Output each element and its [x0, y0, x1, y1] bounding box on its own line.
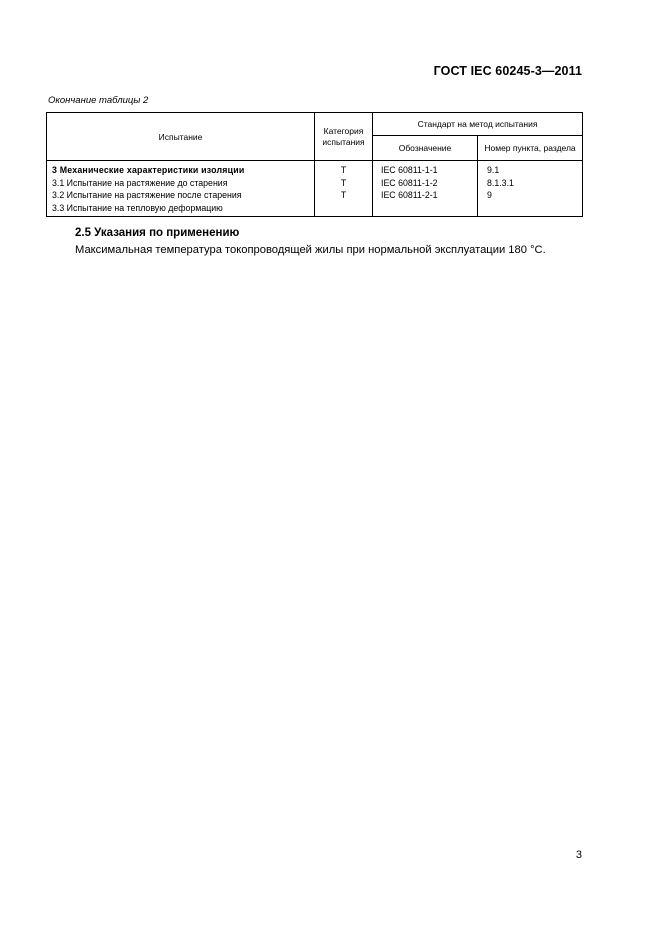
section-title: 2.5 Указания по применению: [75, 227, 240, 239]
table-caption: Окончание таблицы 2: [48, 95, 149, 106]
row-designation: IEC 60811-1-2: [381, 177, 438, 188]
row-clause: 9: [487, 190, 492, 200]
row-category: Т: [340, 165, 347, 175]
row-test-name: 3 Механические характеристики изоляции: [52, 165, 245, 175]
row-designation: IEC 60811-2-1: [381, 190, 438, 200]
row-clause: 9.1: [487, 165, 500, 175]
page-number: 3: [575, 849, 582, 861]
header-clause: Номер пункта, раздела: [478, 136, 583, 161]
header-category: [315, 113, 373, 161]
category-cell: [315, 161, 373, 217]
header-designation: Обозначение: [373, 136, 478, 161]
test-table: [46, 112, 582, 217]
row-category: Т: [340, 190, 347, 200]
clause-cell: [478, 161, 583, 217]
row-clause: 8.1.3.1: [487, 177, 514, 188]
header-category-label: Категория испытания: [322, 125, 365, 147]
row-category: Т: [340, 177, 347, 188]
table-row: [47, 161, 583, 217]
row-test-name: 3.3 Испытание на тепловую деформацию: [52, 202, 223, 213]
test-cell: [47, 161, 315, 217]
row-test-name: 3.2 Испытание на растяжение после старения: [52, 190, 242, 200]
header-test: Испытание: [47, 113, 315, 161]
section-text: Максимальная температура токопроводящей жилы при нормальной эксплуатации 180 °С.: [75, 244, 546, 256]
designation-cell: [373, 161, 478, 217]
standard-code: ГОСТ IEC 60245-3—2011: [433, 64, 582, 78]
row-designation: IEC 60811-1-1: [381, 165, 438, 175]
test-table-grid: [46, 112, 583, 217]
header-standard: Стандарт на метод испытания: [373, 113, 583, 136]
row-test-name: 3.1 Испытание на растяжение до старения: [52, 177, 228, 188]
